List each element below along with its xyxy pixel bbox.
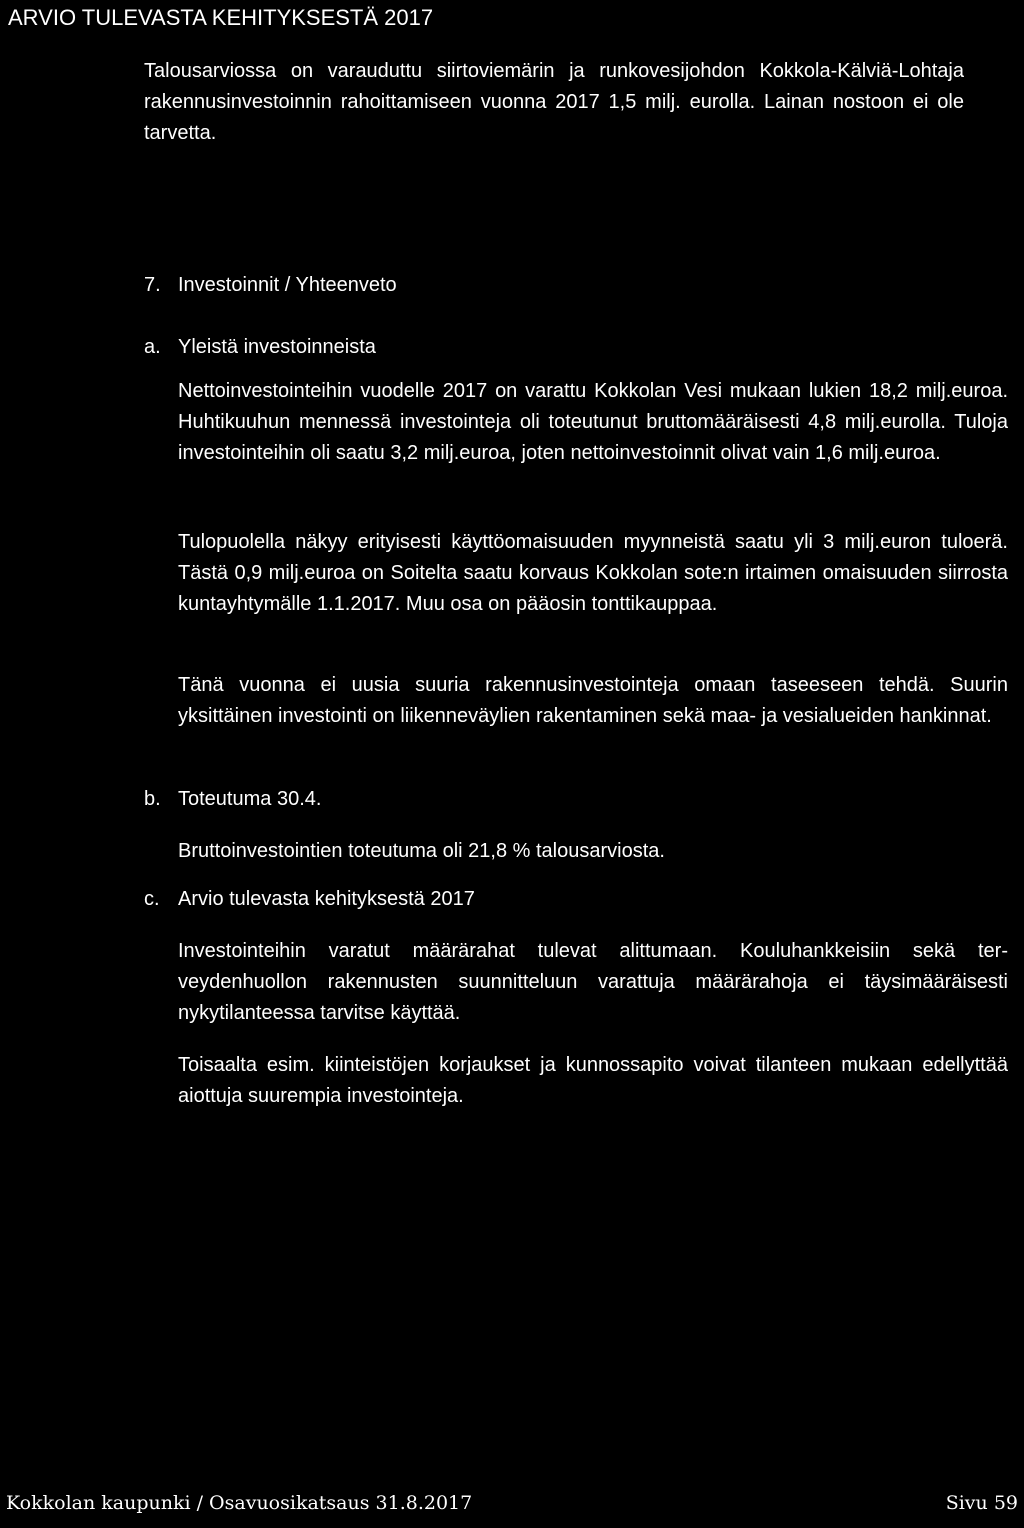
subsection-c-paragraph-1: Investointeihin varatut määrärahat tulevat alittumaan. Kouluhankkeisiin sekä terveydenhuollon rakennusten suunnitteluun varattuja määrärahoja ei täysimääräisesti nykytilanteessa tarvitse käyttää.: [178, 940, 1008, 1024]
subsection-c-letter: c.: [144, 888, 160, 910]
subsection-a-heading: [144, 332, 376, 363]
subsection-a-letter: a.: [144, 336, 161, 358]
page-header-title: ARVIO TULEVASTA KEHITYKSESTÄ 2017: [8, 5, 434, 30]
page-footer: [6, 1490, 1018, 1516]
subsection-c-paragraph-2: Toisaalta esim. kiinteistöjen korjaukset ja kunnossapito voivat tilanteen mukaan edellyttää aiottuja suurempia investointeja.: [178, 1054, 1008, 1107]
subsection-c-heading: [144, 884, 475, 915]
footer-page-number: Sivu 59: [945, 1492, 1018, 1514]
section-7-number: 7.: [144, 274, 161, 296]
subsection-b-letter: b.: [144, 788, 161, 810]
section-7-heading: [144, 270, 397, 301]
footer-document-title: Kokkolan kaupunki / Osavuosikatsaus 31.8.2017: [6, 1492, 473, 1514]
subsection-c-title: Arvio tulevasta kehityksestä 2017: [178, 888, 475, 910]
subsection-a-title: Yleistä investoinneista: [178, 336, 376, 358]
subsection-b-paragraph-1: Bruttoinvestointien toteutuma oli 21,8 % talousarviosta.: [178, 840, 665, 862]
subsection-a-paragraph-1: Nettoinvestointeihin vuodelle 2017 on varattu Kokkolan Vesi mukaan lukien 18,2 milj.euroa. Huhtikuuhun mennessä investointeja oli toteutunut bruttomääräisesti 4,8 milj.eurolla. Tuloja investointeihin oli saatu 3,2 milj.euroa, joten nettoinvestoinnit olivat vain 1,6 milj.euroa.: [178, 380, 1008, 464]
subsection-b-title: Toteutuma 30.4.: [178, 788, 322, 810]
subsection-a-paragraph-2: Tulopuolella näkyy erityisesti käyttöomaisuuden myynneistä saatu yli 3 milj.euron tuloerä. Tästä 0,9 milj.euroa on Soitelta saatu korvaus Kokkolan sote:n irtaimen omaisuuden siirrosta kuntayhtymälle 1.1.2017. Muu osa on pääosin tonttikauppaa.: [178, 531, 1008, 615]
intro-paragraph: Talousarviossa on varauduttu siirtoviemärin ja runkovesijohdon Kokkola-Kälviä-Lohtaja rakennusinvestoinnin rahoittamiseen vuonna 2017 1,5 milj. eurolla. Lainan nostoon ei ole tarvetta.: [144, 60, 964, 144]
section-7-title: Investoinnit / Yhteenveto: [178, 274, 397, 296]
subsection-a-paragraph-3: Tänä vuonna ei uusia suuria rakennusinvestointeja omaan taseeseen tehdä. Suurin yksittäinen investointi on liikenneväylien rakentaminen sekä maa- ja vesialueiden hankinnat.: [178, 674, 1008, 727]
subsection-b-heading: [144, 784, 321, 815]
